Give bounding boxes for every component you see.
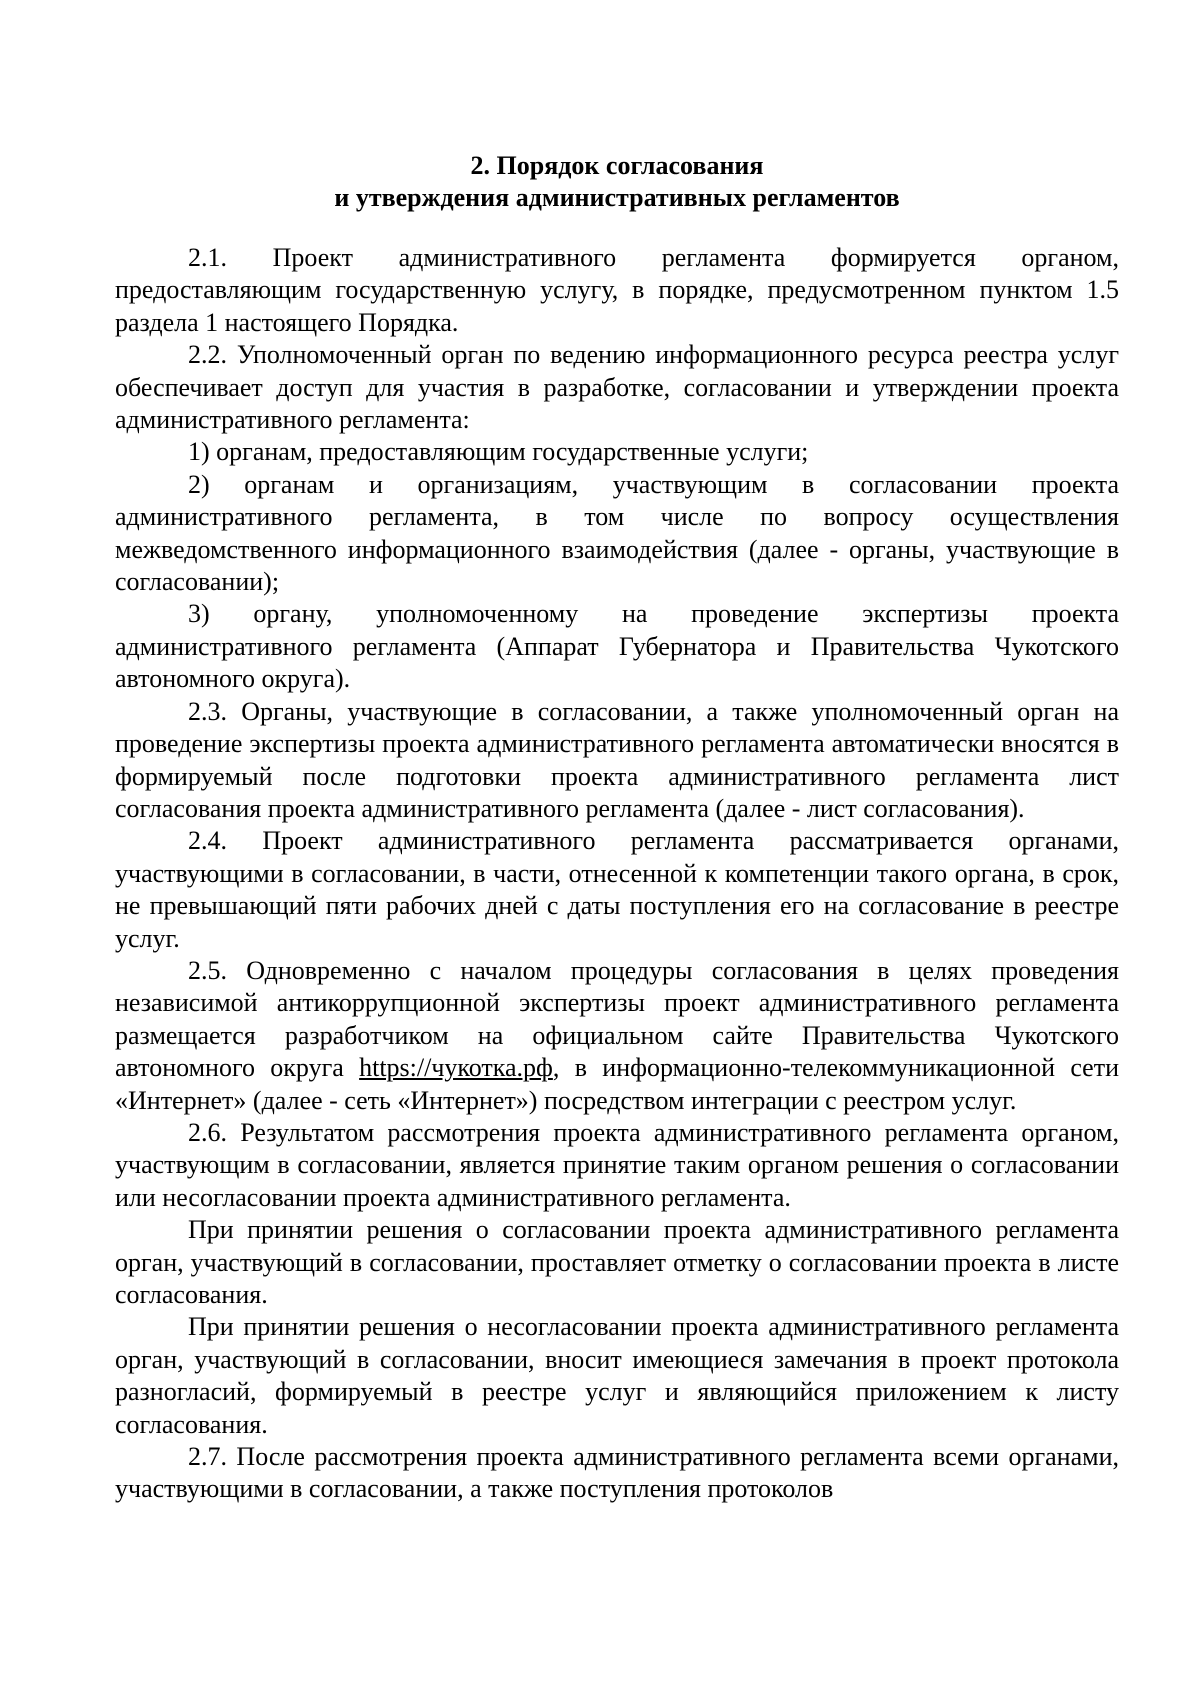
list-item-1: 1) органам, предоставляющим государственные услуги; xyxy=(188,437,809,467)
paragraph-2-7: 2.7. После рассмотрения проекта административного регламента всеми органами, участвующими в согласовании, а также поступления протоколов xyxy=(115,1442,1119,1504)
paragraph-2-6: 2.6. Результатом рассмотрения проекта административного регламента органом, участвующим в согласовании, является принятие таким органом решения о согласовании или несогласовании проекта административного регламента. xyxy=(115,1117,1119,1212)
section-heading-line-2: и утверждения административных регламентов xyxy=(334,183,900,212)
paragraph-2-5-text-after-link: , в информационно-телекоммуникационной сети «Интернет» (далее - сеть «Интернет») посредством интеграции с реестром услуг. xyxy=(115,1053,1119,1115)
paragraph-2-5 xyxy=(115,955,1119,1117)
section-heading-line-1: 2. Порядок согласования xyxy=(470,151,764,180)
section-heading xyxy=(115,150,1119,214)
paragraph-2-1: 2.1. Проект административного регламента формируется органом, предоставляющим государственную услугу, в порядке, предусмотренном пунктом 1.5 раздела 1 настоящего Порядка. xyxy=(115,243,1119,337)
list-item-3: 3) органу, уполномоченному на проведение экспертизы проекта административного регламента (Аппарат Губернатора и Правительства Чукотского автономного округа). xyxy=(115,599,1119,694)
paragraph-disapproval: При принятии решения о несогласовании проекта административного регламента орган, участвующий в согласовании, вносит имеющиеся замечания в проект протокола разногласий, формируемый в реестре услуг и являющийся приложением к листу согласования. xyxy=(115,1312,1119,1439)
list-item-2: 2) органам и организациям, участвующим в согласовании проекта административного регламента, в том числе по вопросу осуществления межведомственного информационного взаимодействия (далее - органы, участвующие в согласовании); xyxy=(115,469,1119,597)
paragraph-2-5-text-before-link: 2.5. Одновременно с началом процедуры согласования в целях проведения независимой антикоррупционной экспертизы проект административного регламента размещается разработчиком на официальном сайте Правительства Чукотского автономного округа xyxy=(115,955,1119,1083)
paragraph-2-3: 2.3. Органы, участвующие в согласовании, а также уполномоченный орган на проведение экспертизы проекта административного регламента автоматически вносятся в формируемый после подготовки проекта административного регламента лист согласования проекта административного регламента (далее - лист согласования). xyxy=(115,696,1119,823)
paragraph-2-2: 2.2. Уполномоченный орган по ведению информационного ресурса реестра услуг обеспечивает доступ для участия в разработке, согласовании и утверждении проекта административного регламента: xyxy=(115,340,1119,435)
paragraph-approval: При принятии решения о согласовании проекта административного регламента орган, участвующий в согласовании, проставляет отметку о согласовании проекта в листе согласования. xyxy=(115,1215,1119,1309)
paragraph-2-4: 2.4. Проект административного регламента рассматривается органами, участвующими в согласовании, в части, отнесенной к компетенции такого органа, в срок, не превышающий пяти рабочих дней с даты поступления его на согласование в реестре услуг. xyxy=(115,826,1119,953)
document-body xyxy=(115,150,1119,1506)
government-website-link[interactable]: https://чукотка.рф xyxy=(359,1053,553,1083)
